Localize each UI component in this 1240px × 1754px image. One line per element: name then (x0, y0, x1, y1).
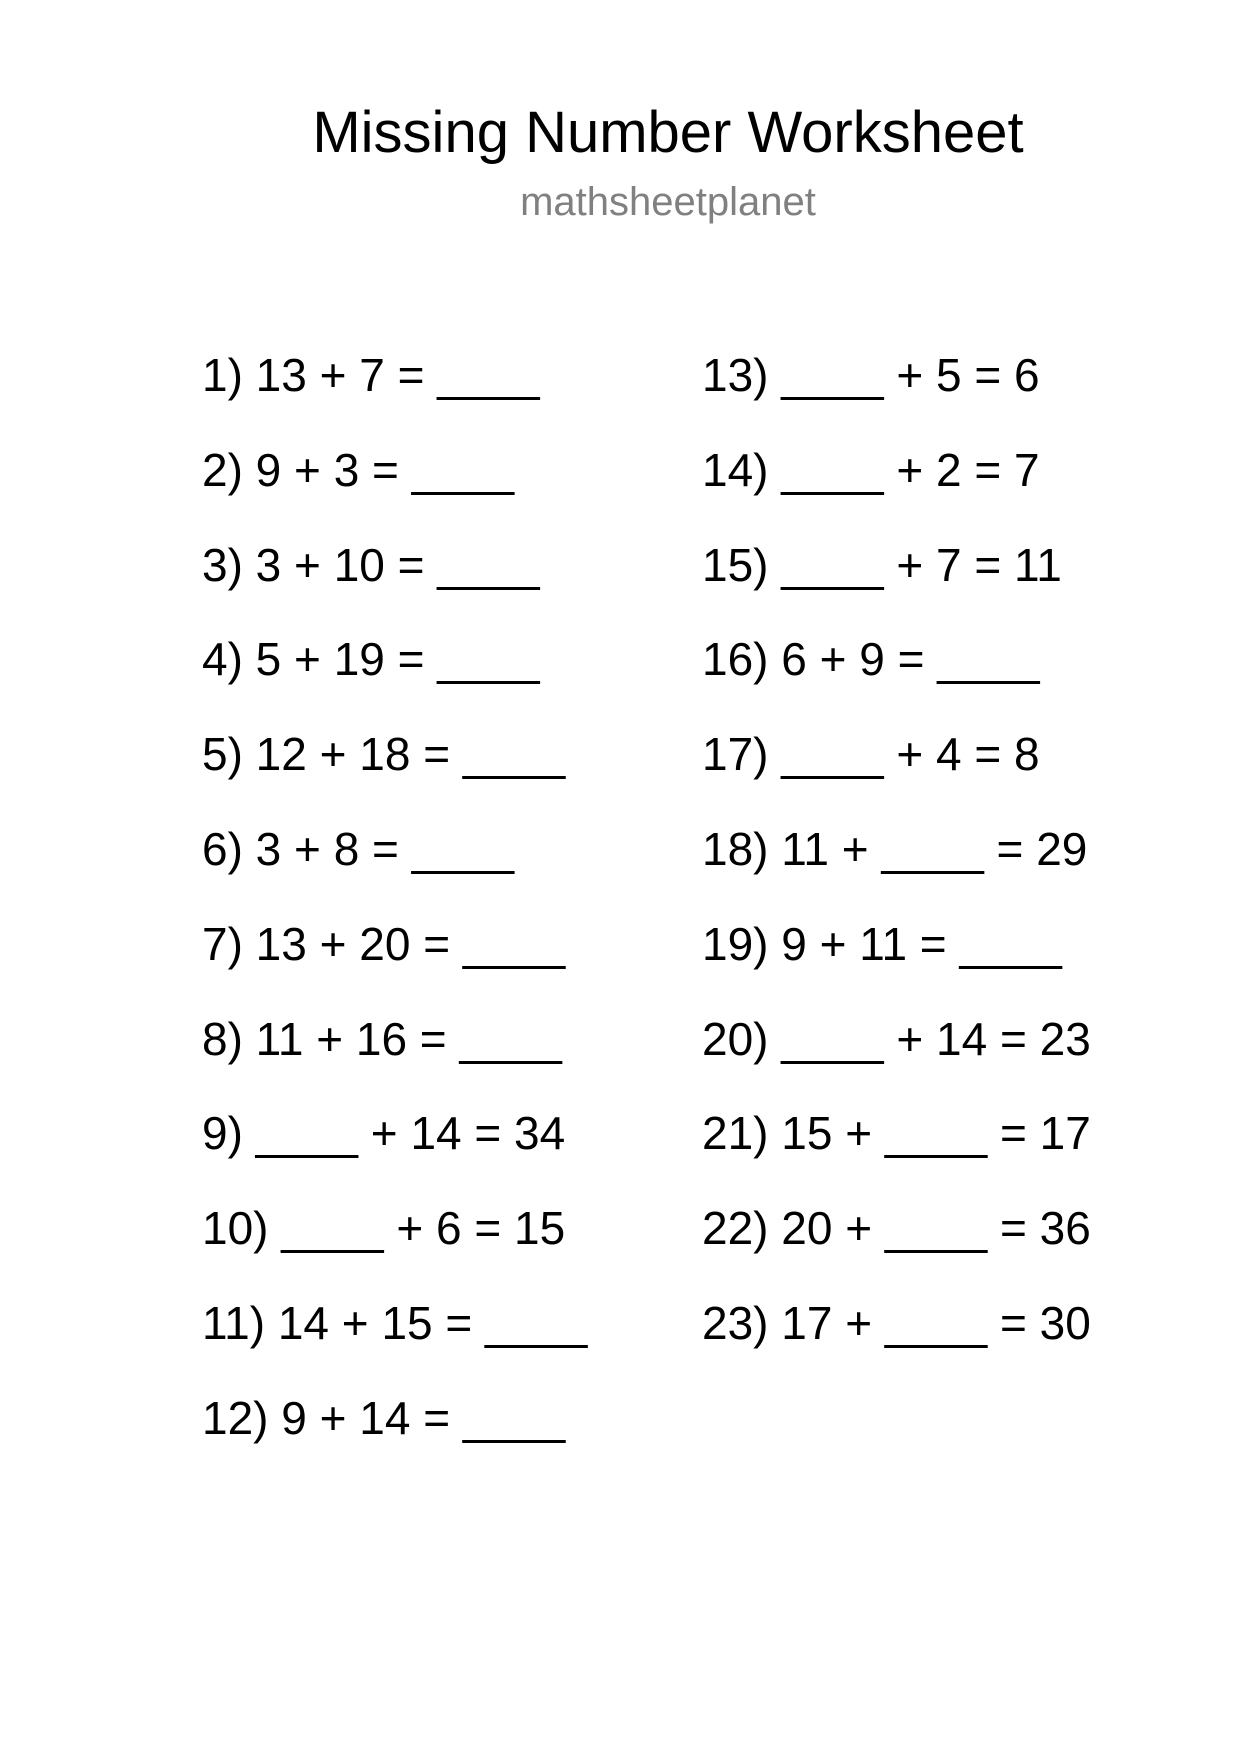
page-title: Missing Number Worksheet (312, 100, 1024, 165)
problem-23: 23) 17 + ____ = 30 (702, 1296, 1091, 1349)
problem-2: 2) 9 + 3 = ____ (202, 443, 515, 496)
problem-7: 7) 13 + 20 = ____ (202, 917, 566, 970)
problem-10: 10) ____ + 6 = 15 (202, 1202, 566, 1255)
problem-21: 21) 15 + ____ = 17 (702, 1107, 1091, 1160)
problem-17: 17) ____ + 4 = 8 (702, 728, 1040, 781)
problem-1: 1) 13 + 7 = ____ (202, 349, 540, 401)
problem-12: 12) 9 + 14 = ____ (202, 1391, 566, 1444)
problem-22: 22) 20 + ____ = 36 (702, 1202, 1091, 1255)
problems-column-left (202, 348, 587, 1486)
problem-13: 13) ____ + 5 = 6 (702, 349, 1040, 401)
problem-19: 19) 9 + 11 = ____ (702, 917, 1062, 970)
problem-5: 5) 12 + 18 = ____ (202, 728, 566, 781)
problem-9: 9) ____ + 14 = 34 (202, 1107, 566, 1160)
problem-11: 11) 14 + 15 = ____ (202, 1296, 588, 1349)
problem-8: 8) 11 + 16 = ____ (202, 1012, 562, 1065)
problem-6: 6) 3 + 8 = ____ (202, 822, 515, 875)
problem-3: 3) 3 + 10 = ____ (202, 538, 540, 591)
problems-column-right (702, 348, 1091, 1391)
problem-4: 4) 5 + 19 = ____ (202, 633, 540, 686)
problem-20: 20) ____ + 14 = 23 (702, 1012, 1091, 1065)
problem-16: 16) 6 + 9 = ____ (702, 633, 1040, 686)
problem-14: 14) ____ + 2 = 7 (702, 443, 1040, 496)
site-name: mathsheetplanet (520, 180, 816, 224)
problem-18: 18) 11 + ____ = 29 (702, 822, 1088, 875)
problem-15: 15) ____ + 7 = 11 (702, 538, 1062, 591)
